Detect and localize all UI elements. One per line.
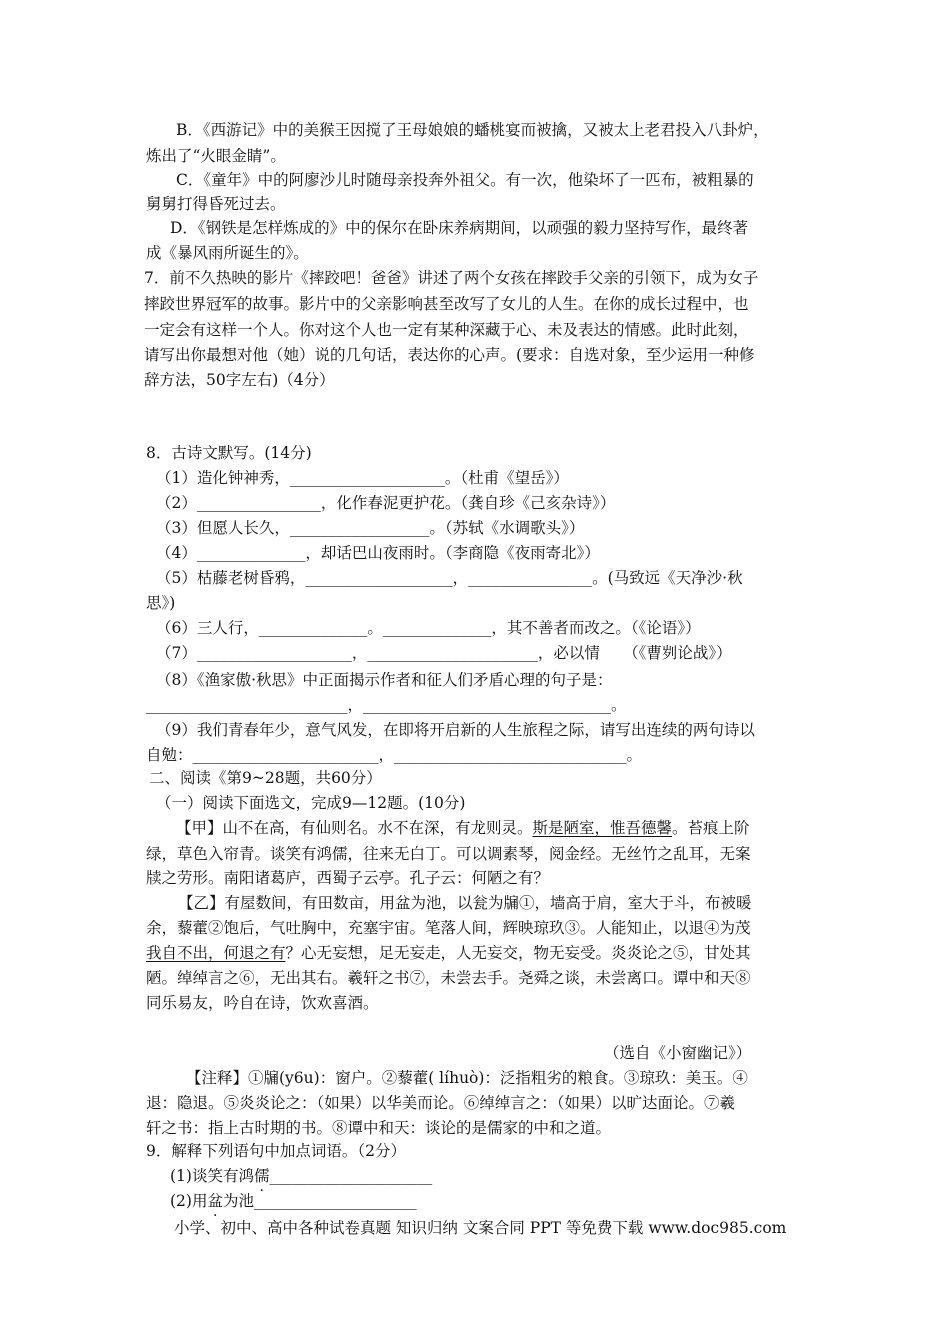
passage-yi-line2: 余，藜藿②饱后，气吐胸中，充塞宇宙。笔落人间，辉映琼玖③。人能知止，以退④为茂: [146, 919, 751, 937]
passage-yi-line5: 同乐易友，吟自在诗，饮欢喜酒。: [146, 994, 379, 1012]
question-7-line4: 请写出你最想对他（她）说的几句话，表达你的心声。(要求：自选对象，至少运用一种修: [144, 346, 755, 364]
question-8-item1: （1）造化钟神秀，____________________。（杜甫《望岳》）: [156, 469, 569, 487]
question-8-item4: （4）______________，却话巴山夜雨时。（李商隐《夜雨寄北》）: [156, 544, 600, 562]
question-8-item7: （7）____________________，______________________，必以情 （《曹刿论战》）: [156, 644, 732, 662]
passage-yi-line4: 陋。绰绰言之⑥，无出其右。羲轩之书⑦，未尝去手。尧舜之谈，未尝离口。谭中和天⑧: [146, 969, 751, 987]
question-8-item5-line2: 思》): [146, 594, 176, 612]
passage-jia-line2: 绿，草色入帘青。谈笑有鸿儒，往来无白丁。可以调素琴，阅金经。无丝竹之乱耳，无案: [146, 845, 751, 863]
passage-jia-line1: 【甲】山不在高，有仙则名。水不在深，有龙则灵。斯是陋室，惟吾德馨。苔痕上阶: [176, 819, 750, 837]
question-8-item9-line1: （9）我们青春年少，意气风发，在即将开启新的人生旅程之际，请写出连续的两句诗以: [156, 721, 755, 739]
option-c-line2: 舅舅打得昏死过去。: [146, 195, 286, 213]
question-8-item2: （2）________________，化作春泥更护花。（龚自珍《己亥杂诗》）: [156, 494, 616, 512]
question-8-item3: （3）但愿人长久，__________________。（苏轼《水调歌头》）: [156, 519, 585, 537]
reading-1-instruction: （一）阅读下面选文，完成9—12题。(10分): [156, 794, 466, 812]
page-footer: 小学、初中、高中各种试卷真题 知识归纳 文案合同 PPT 等免费下载 www.doc985.com: [174, 1219, 787, 1237]
question-9-item1: (1)谈笑有鸿儒_____________________: [170, 1167, 433, 1185]
underlined-sentence-yi: 我自不出，何退之有: [146, 944, 286, 962]
question-8-item8: （8）《渔家傲·秋思》中正面揭示作者和征人们矛盾心理的句子是：: [156, 671, 613, 689]
question-8-item6: （6）三人行，______________。______________，其不善者而改之。（《论语》）: [156, 619, 701, 637]
question-8-item9-line2: 自勉：________________________，______________________________。: [146, 746, 643, 764]
option-d-line2: 成《暴风雨所诞生的》。: [146, 244, 309, 262]
question-7-line1: 7．前不久热映的影片《摔跤吧！爸爸》讲述了两个女孩在摔跤手父亲的引领下，成为女子: [144, 269, 759, 287]
notes-line2: 退：隐退。⑤炎炎论之：（如果）以华美而论。⑥绰绰言之：（如果）以旷达面论。⑦羲: [146, 1094, 736, 1112]
option-d-line1: D．《钢铁是怎样炼成的》中的保尔在卧床养病期间，以顽强的毅力坚持写作，最终著: [170, 219, 749, 237]
passage-yi-line3: 我自不出，何退之有？心无妄想，足无妄走，人无妄交，物无妄受。炎炎论之⑤，甘处其: [146, 944, 751, 962]
underlined-sentence-jia: 斯是陋室，惟吾德馨: [532, 819, 673, 837]
option-b-line2: 炼出了“火眼金睛”。: [146, 147, 286, 165]
passage-jia-line3: 牍之劳形。南阳诸葛庐，西蜀子云亭。孔子云：何陋之有？: [146, 869, 550, 887]
question-7-line3: 一定会有这样一个人。你对这个人也一定有某种深藏于心、未及表达的情感。此时此刻，: [144, 321, 749, 339]
notes-line1: 【注释】①牖(y6u)：窗户。②藜藿( líhuò)：泛指粗劣的粮食。③琼玖：美玉。④: [186, 1069, 748, 1087]
question-9-item2: (2)用盆为池_____________________: [170, 1192, 417, 1210]
section-2-title: 二、阅读《第9~28题，共60分）: [149, 769, 382, 787]
question-9-title: 9．解释下列语句中加点词语。（2分）: [146, 1142, 406, 1160]
notes-line3: 轩之书：指上古时期的书。⑧谭中和天：谈论的是儒家的中和之道。: [146, 1119, 612, 1137]
question-8-title: 8．古诗文默写。(14分): [146, 444, 312, 462]
question-7-line2: 摔跤世界冠军的故事。影片中的父亲影响甚至改写了女儿的人生。在你的成长过程中，也: [144, 295, 749, 313]
option-b-line1: B．《西游记》中的美猴王因搅了王母娘娘的蟠桃宴而被擒，又被太上老君投入八卦炉，: [176, 121, 769, 139]
option-c-line1: C．《童年》中的阿廖沙儿时随母亲投奔外祖父。有一次，他染坏了一匹布，被粗暴的: [176, 171, 754, 189]
question-7-line5: 辞方法，50字左右)（4分）: [144, 371, 335, 389]
dotted-char-pen: 盆: [207, 1192, 223, 1210]
passage-yi-line1: 【乙】有屋数间，有田数亩，用盆为池，以瓮为牖①，墙高于肩，室大于斗，布被暖: [178, 894, 752, 912]
question-8-item8-blanks: __________________________，________________________________。: [146, 696, 627, 714]
passage-source: （选自《小窗幽记》）: [604, 1044, 752, 1062]
question-8-item5-line1: （5）枯藤老树昏鸦，___________________，________________。(马致远《天净沙·秋: [156, 569, 743, 587]
dotted-char-ru: 儒: [253, 1167, 270, 1185]
